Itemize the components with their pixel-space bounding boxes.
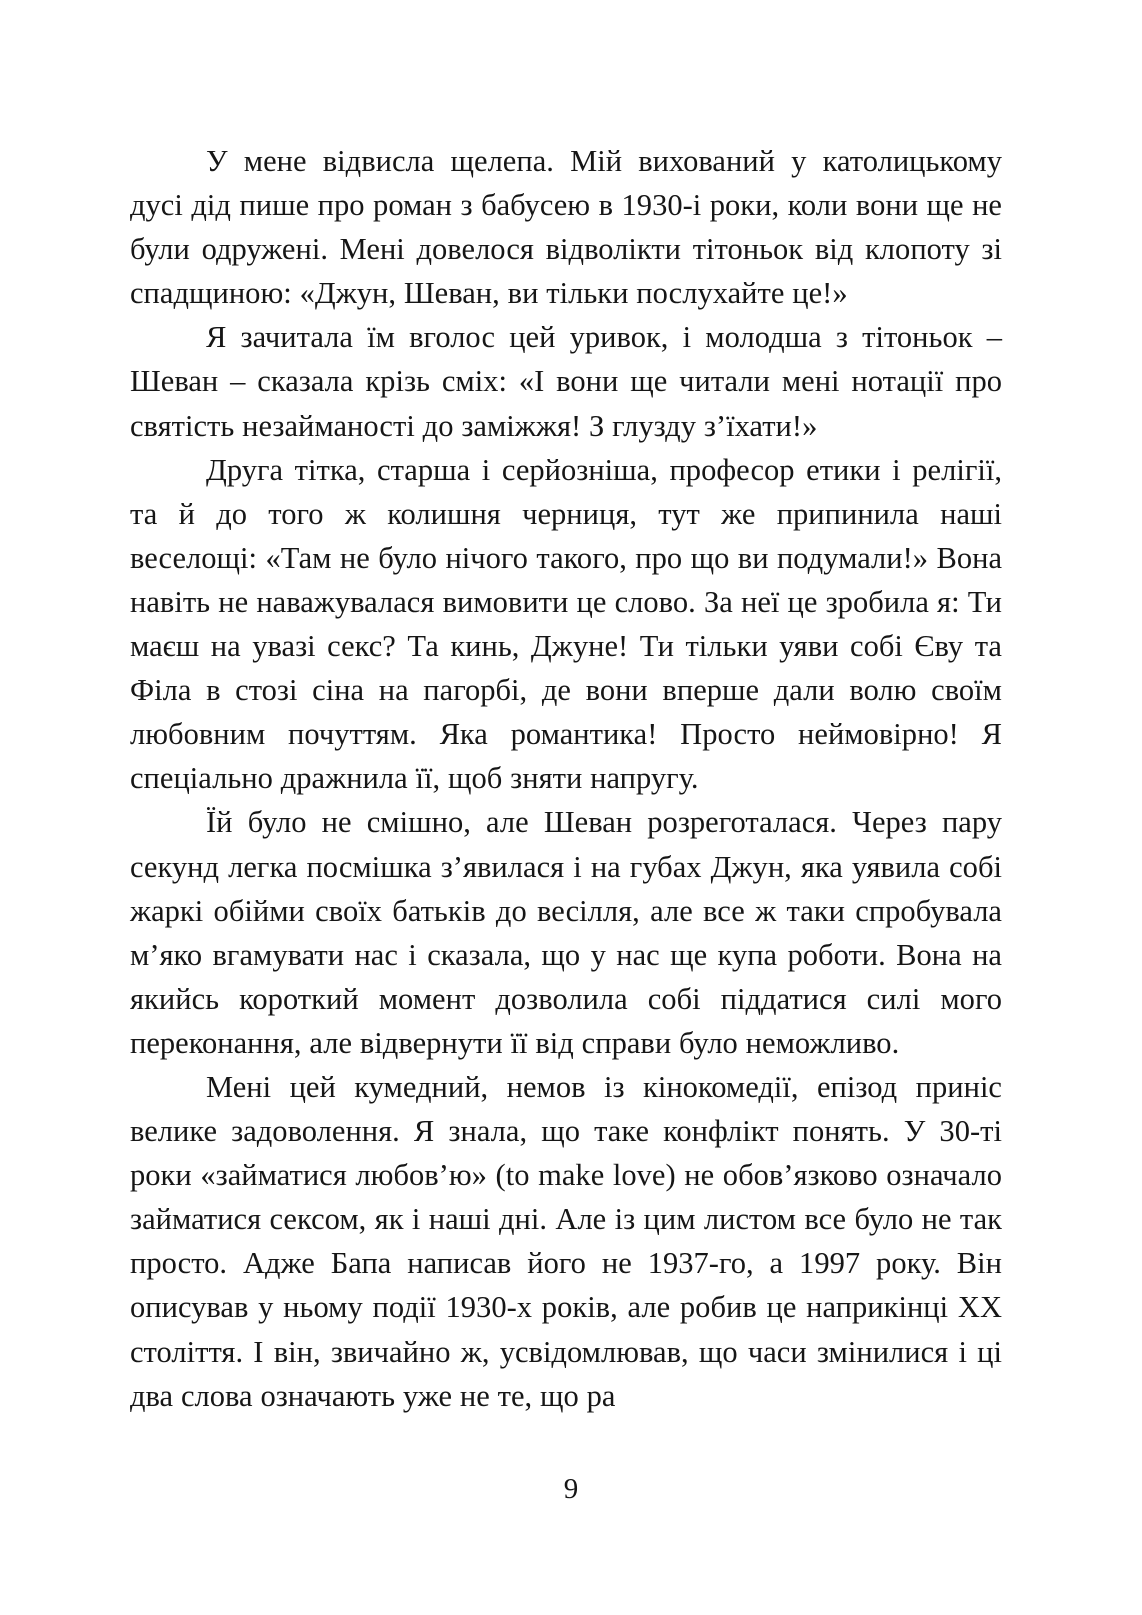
page-text-body [130,139,1002,1418]
paragraph: Друга тітка, старша і серйозніша, професор етики і релігії, та й до того ж колишня черниця, тут же припинила наші веселощі: «Там не було нічого такого, про що ви подумали!» Вона навіть не наважувалася вимовити це слово. За неї це зробила я: Ти маєш на увазі секс? Та кинь, Джуне! Ти тільки уяви собі Єву та Філа в стозі сіна на пагорбі, де вони вперше дали волю своїм любовним почуттям. Яка романтика! Просто неймовірно! Я спеціально дражнила її, щоб зняти напругу. [130,452,1002,796]
paragraph: Я зачитала їм вголос цей уривок, і молодша з тітоньок – Шеван – сказала крізь сміх: «І вони ще читали мені нотації про святість незайманості до заміжжя! З глузду з’їхати!» [130,320,1002,443]
paragraph: У мене відвисла щелепа. Мій вихований у католицькому дусі дід пише про роман з бабусею в 1930-і роки, коли вони ще не були одружені. Мені довелося відволікти тітоньок від клопоту зі спадщиною: «Джун, Шеван, ви тільки послухайте це!» [130,144,1002,311]
paragraph: Мені цей кумедний, немов із кінокомедії, епізод приніс велике задоволення. Я знала, що таке конфлікт понять. У 30-ті роки «займатися любов’ю» (to make love) не обов’язково означало займатися сексом, як і наші дні. Але із цим листом все було не так просто. Адже Бапа написав його не 1937-го, а 1997 року. Він описував у ньому події 1930-х років, але робив це наприкінці ХХ століття. І він, звичайно ж, усвідомлював, що часи змінилися і ці два слова означають уже не те, що ра [130,1069,1002,1413]
page-number: 9 [563,1473,579,1505]
paragraph: Їй було не смішно, але Шеван розреготалася. Через пару секунд легка посмішка з’явилася і на губах Джун, яка уявила собі жаркі обійми своїх батьків до весілля, але все ж таки спробувала м’яко вгамувати нас і сказала, що у нас ще купа роботи. Вона на якийсь короткий момент дозволила собі піддатися силі мого переконання, але відвернути її від справи було неможливо. [130,805,1002,1060]
